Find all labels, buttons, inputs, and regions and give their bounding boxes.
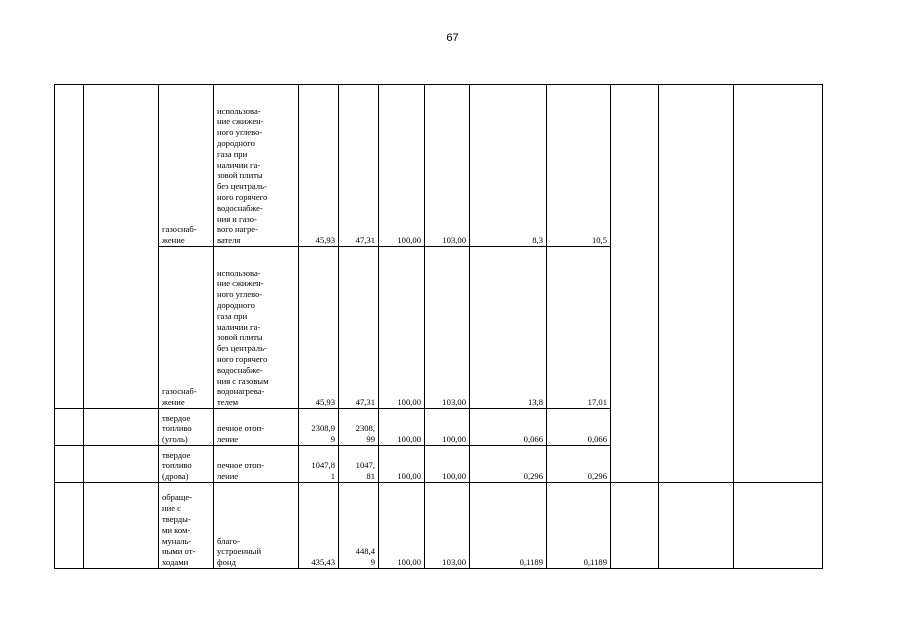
blank-cell	[55, 483, 84, 569]
percent-cell: 100,00	[379, 483, 425, 569]
value-cell: 1047,8 1	[299, 446, 339, 483]
service-cell: газоснаб- жение	[159, 247, 214, 409]
page-number: 67	[446, 32, 459, 44]
value-cell: 47,31	[339, 85, 379, 247]
value-cell: 2308, 99	[339, 409, 379, 446]
service-cell: обраще- ние с тверды- ми ком- муналь- ными от- ходами	[159, 483, 214, 569]
norm-cell: 8,3	[470, 85, 547, 247]
blank-cell	[84, 446, 159, 483]
percent-cell: 103,00	[425, 247, 470, 409]
percent-cell: 103,00	[425, 85, 470, 247]
blank-cell	[55, 85, 84, 409]
blank-cell	[84, 85, 159, 409]
description-cell: благо- устроенный фонд	[214, 483, 299, 569]
blank-cell	[734, 483, 823, 569]
norm-cell: 10,5	[547, 85, 611, 247]
blank-cell	[734, 85, 823, 483]
norm-cell: 0,296	[547, 446, 611, 483]
percent-cell: 100,00	[379, 247, 425, 409]
percent-cell: 100,00	[379, 409, 425, 446]
blank-cell	[659, 483, 734, 569]
blank-cell	[659, 85, 734, 483]
service-cell: твердое топливо (уголь)	[159, 409, 214, 446]
description-cell: печное отоп- ление	[214, 446, 299, 483]
percent-cell: 100,00	[425, 409, 470, 446]
percent-cell: 100,00	[379, 446, 425, 483]
table-row	[55, 483, 823, 569]
service-cell: твердое топливо (дрова)	[159, 446, 214, 483]
norm-cell: 0,066	[470, 409, 547, 446]
norm-cell: 0,066	[547, 409, 611, 446]
percent-cell: 103,00	[425, 483, 470, 569]
blank-cell	[55, 446, 84, 483]
blank-cell	[611, 85, 659, 483]
norm-cell: 0,296	[470, 446, 547, 483]
norm-cell: 13,8	[470, 247, 547, 409]
blank-cell	[611, 483, 659, 569]
value-cell: 2308,9 9	[299, 409, 339, 446]
value-cell: 45,93	[299, 247, 339, 409]
description-cell: использова- ние сжижен- ного углево- дородного газа при наличии га- зовой плиты без централь- ного горячего водоснабже- ния и газо- вого нагре- вателя	[214, 85, 299, 247]
tariff-table	[54, 84, 823, 569]
norm-cell: 17,01	[547, 247, 611, 409]
percent-cell: 100,00	[379, 85, 425, 247]
blank-cell	[84, 483, 159, 569]
description-cell: использова- ние сжижен- ного углево- дородного газа при наличии га- зовой плиты без централь- ного горячего водоснабже- ния с газовым водонагрева- телем	[214, 247, 299, 409]
value-cell: 45,93	[299, 85, 339, 247]
percent-cell: 100,00	[425, 446, 470, 483]
blank-cell	[84, 409, 159, 446]
table-row	[55, 85, 823, 247]
norm-cell: 0,1189	[547, 483, 611, 569]
norm-cell: 0,1189	[470, 483, 547, 569]
value-cell: 448,4 9	[339, 483, 379, 569]
value-cell: 47,31	[339, 247, 379, 409]
blank-cell	[55, 409, 84, 446]
service-cell: газоснаб- жение	[159, 85, 214, 247]
value-cell: 435,43	[299, 483, 339, 569]
value-cell: 1047, 81	[339, 446, 379, 483]
description-cell: печное отоп- ление	[214, 409, 299, 446]
